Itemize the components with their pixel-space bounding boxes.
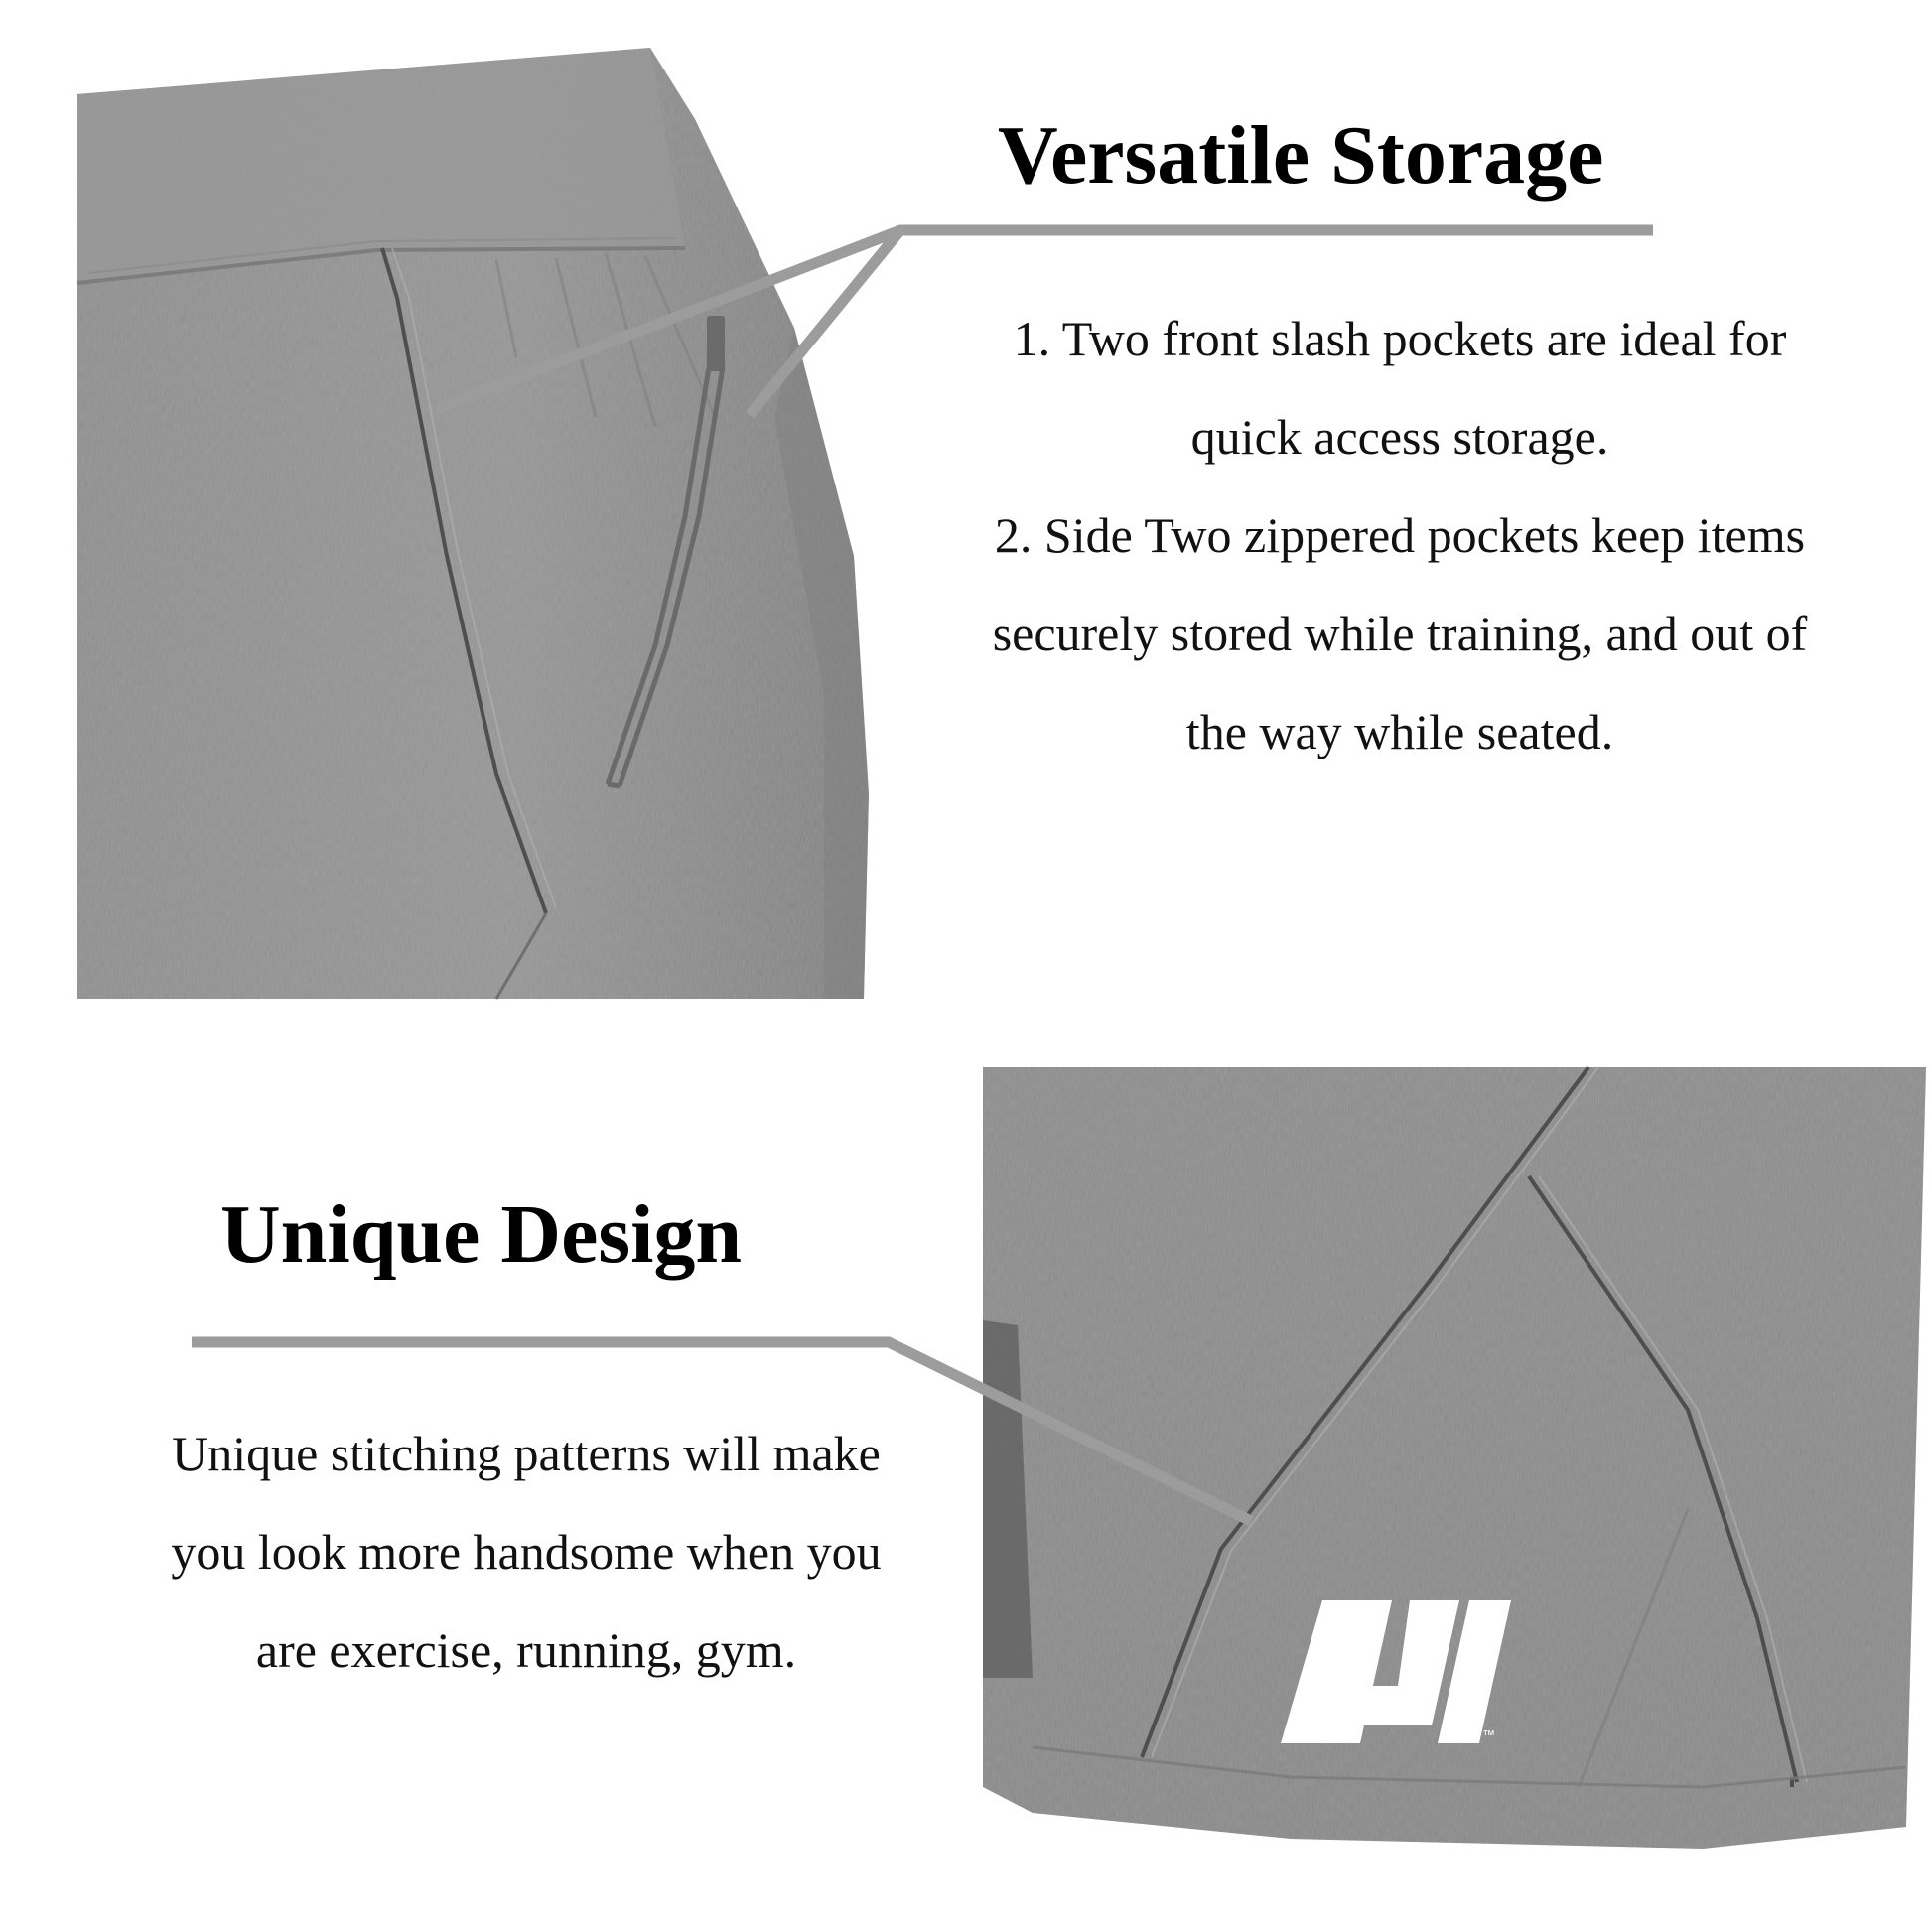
versatile-storage-title: Versatile Storage bbox=[998, 109, 1604, 202]
unique-design-title: Unique Design bbox=[220, 1188, 743, 1281]
storage-line: 1. Two front slash pockets are ideal for bbox=[1013, 311, 1787, 366]
design-description bbox=[89, 1405, 963, 1700]
storage-line: quick access storage. bbox=[1190, 409, 1609, 465]
waistband-pocket-photo bbox=[77, 48, 869, 999]
design-line: Unique stitching patterns will make bbox=[172, 1426, 881, 1481]
zipper-pull bbox=[707, 316, 725, 371]
storage-description bbox=[903, 290, 1896, 781]
storage-line: securely stored while training, and out of bbox=[992, 606, 1808, 661]
design-line: are exercise, running, gym. bbox=[255, 1622, 797, 1678]
logo-trademark: ™ bbox=[1482, 1727, 1495, 1742]
storage-line: the way while seated. bbox=[1185, 704, 1614, 759]
design-line: you look more handsome when you bbox=[171, 1524, 882, 1580]
storage-line: 2. Side Two zippered pockets keep items bbox=[994, 507, 1806, 563]
